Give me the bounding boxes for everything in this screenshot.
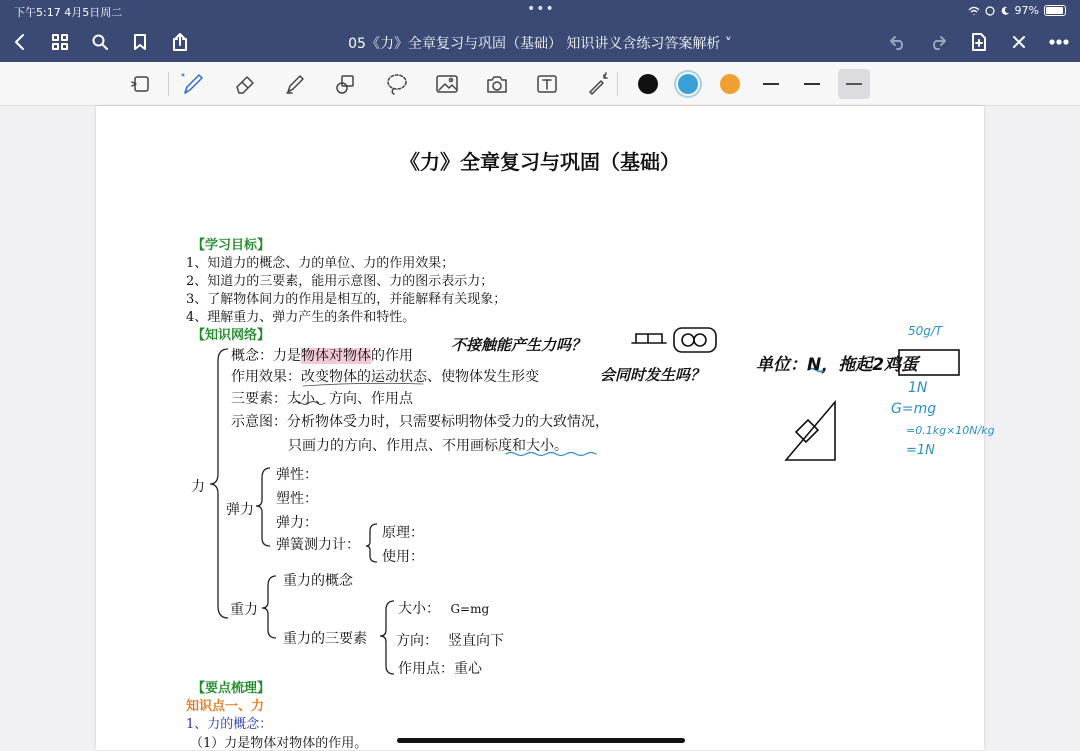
- status-indicators: [968, 4, 1066, 17]
- direction-value: 竖直向下: [448, 633, 504, 649]
- handwriting-strokes: [96, 106, 984, 750]
- mindmap-elastic-force: 弹力：: [276, 515, 318, 531]
- wifi-icon: [968, 6, 980, 16]
- concept-label: 概念：力是: [231, 348, 301, 364]
- direction-label: 方向：: [396, 633, 438, 649]
- magnitude-label: 大小：: [398, 601, 440, 617]
- back-icon[interactable]: [8, 30, 32, 54]
- mindmap-elasticity: 弹性：: [276, 467, 318, 483]
- mindmap-plasticity: 塑性：: [276, 491, 318, 507]
- redo-icon[interactable]: [926, 30, 950, 54]
- stroke-medium[interactable]: [796, 69, 828, 99]
- moon-icon: [1000, 6, 1010, 16]
- document-heading: 《力》全章复习与巩固（基础）: [400, 150, 680, 174]
- toolbar-divider: [168, 72, 169, 96]
- shapes-icon[interactable]: [331, 69, 361, 99]
- handwritten-result: =1N: [906, 443, 935, 458]
- mindmap-root: 力: [191, 479, 205, 495]
- mindmap-diagram-cont: 只画力的方向、作用点、不用画标度和大小。: [288, 438, 568, 454]
- highlighter-icon[interactable]: [280, 69, 310, 99]
- point-label: 作用点：: [398, 661, 454, 677]
- navigation-bar: [0, 22, 1080, 62]
- battery-fill: [1046, 7, 1063, 14]
- close-icon[interactable]: [1007, 30, 1031, 54]
- handwritten-g-formula: G=mg: [891, 401, 937, 417]
- color-orange-swatch[interactable]: [720, 74, 740, 94]
- magnitude-formula: G=mg: [450, 602, 490, 616]
- goal-item: 2、知道力的三要素，能用示意图、力的图示表示力；: [186, 274, 494, 289]
- camera-icon[interactable]: [482, 69, 512, 99]
- key-heading: 【要点梳理】: [192, 681, 271, 696]
- search-icon[interactable]: [88, 30, 112, 54]
- page-view-icon[interactable]: [126, 69, 156, 99]
- image-icon[interactable]: [432, 69, 462, 99]
- knowledge-point-1: 知识点一、力: [186, 699, 265, 714]
- document-page[interactable]: [96, 106, 995, 751]
- stroke-thick[interactable]: [838, 69, 870, 99]
- mindmap-elastic: 弹力: [226, 502, 254, 518]
- mindmap-gravity: 重力: [230, 602, 258, 618]
- color-blue-swatch[interactable]: [678, 74, 698, 94]
- goals-heading: 【学习目标】: [192, 238, 271, 253]
- handwritten-mass: 50g/T: [908, 324, 943, 338]
- handwritten-calculation: =0.1kg×10N/kg: [906, 424, 995, 437]
- bookmark-icon[interactable]: [128, 30, 152, 54]
- mindmap-diagram: 示意图：分析物体受力时，只需要标明物体受力的大致情况，: [231, 414, 609, 430]
- mindmap-gravity-three: 重力的三要素: [283, 631, 367, 647]
- share-icon[interactable]: [168, 30, 192, 54]
- point-value: 重心: [454, 661, 482, 677]
- status-time: 下午5:17 4月5日周二: [14, 6, 123, 19]
- pen-icon[interactable]: [178, 69, 208, 99]
- lock-rotation-icon: [985, 6, 995, 16]
- toolbar-divider: [617, 72, 618, 96]
- goal-item: 4、理解重力、弹力产生的条件和特性。: [186, 310, 416, 325]
- lasso-icon[interactable]: [382, 69, 412, 99]
- kp1-subheading: 1、力的概念：: [186, 717, 273, 732]
- concept-highlight: 物体对物体: [301, 348, 371, 364]
- add-page-icon[interactable]: [967, 30, 991, 54]
- goal-item: 3、了解物体间力的作用是相互的，并能解释有关现象；: [186, 292, 507, 307]
- mindmap-three-elements: 三要素：大小、方向、作用点: [231, 391, 413, 407]
- mindmap-usage: 使用：: [382, 549, 424, 565]
- undo-icon[interactable]: [886, 30, 910, 54]
- text-icon[interactable]: [532, 69, 562, 99]
- mindmap-spring-scale: 弹簧测力计：: [276, 537, 360, 553]
- goal-item: 1、知道力的概念、力的单位、力的作用效果；: [186, 256, 455, 271]
- handwritten-unit-note: 单位：N，拖起2鸡蛋: [756, 355, 919, 375]
- handwritten-question-1: 不接触能产生力吗？: [451, 336, 587, 354]
- color-black-swatch[interactable]: [638, 74, 658, 94]
- mindmap-principle: 原理：: [382, 525, 424, 541]
- kp1-item: （1）力是物体对物体的作用。: [190, 736, 368, 751]
- battery-icon: [1044, 5, 1066, 16]
- stroke-thin[interactable]: [755, 69, 787, 99]
- mindmap-gravity-concept: 重力的概念: [283, 573, 353, 589]
- handwritten-question-2: 会同时发生吗？: [600, 366, 706, 384]
- document-title-menu[interactable]: 05《力》全章复习与巩固（基础） 知识讲义含练习答案解析 ˅: [348, 36, 732, 52]
- status-bar: [0, 0, 1080, 22]
- concept-tail: 的作用: [371, 348, 413, 364]
- more-icon[interactable]: [1047, 30, 1071, 54]
- eraser-icon[interactable]: [230, 69, 260, 99]
- multitask-dots[interactable]: •••: [527, 1, 555, 17]
- laser-pointer-icon[interactable]: [583, 69, 613, 99]
- handwritten-one-newton: 1N: [908, 380, 928, 396]
- grid-icon[interactable]: [48, 30, 72, 54]
- network-heading: 【知识网络】: [192, 328, 271, 343]
- home-indicator[interactable]: [397, 738, 685, 743]
- mindmap-effect: 作用效果：改变物体的运动状态、使物体发生形变: [231, 369, 539, 385]
- annotation-toolbar: [0, 62, 1080, 106]
- battery-percent: 97%: [1014, 4, 1039, 17]
